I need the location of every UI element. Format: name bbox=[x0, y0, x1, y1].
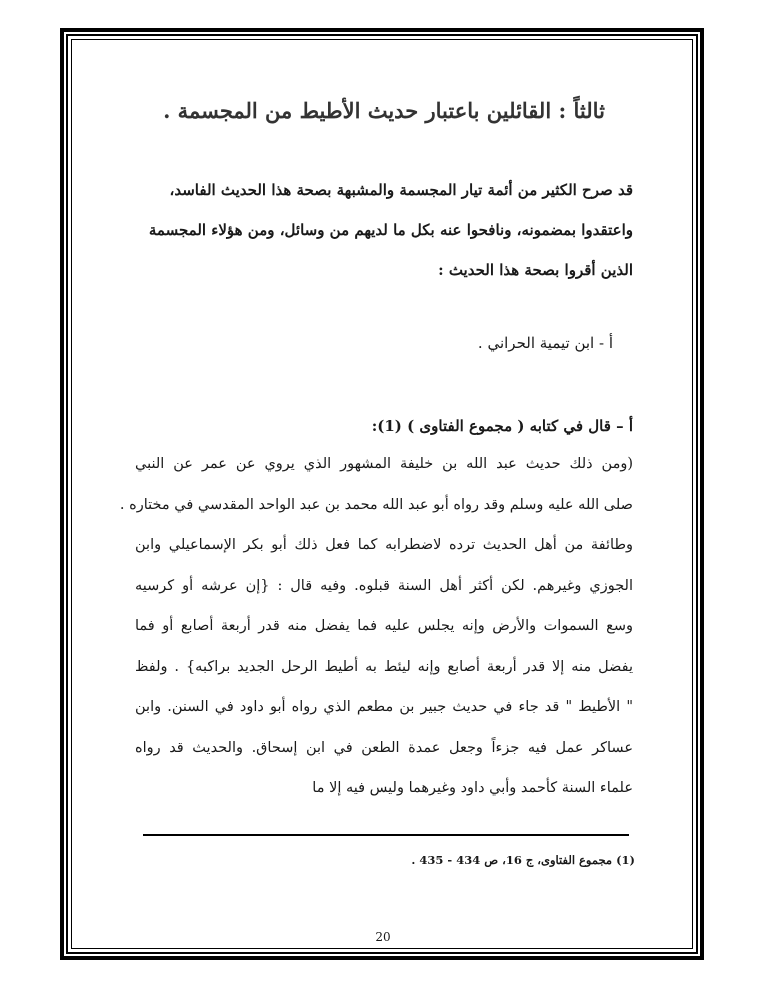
footnote-divider bbox=[143, 834, 629, 836]
intro-line: قد صرح الكثير من أئمة تيار المجسمة والمشبهة بصحة هذا الحديث الفاسد، bbox=[169, 181, 633, 199]
intro-line: واعتقدوا بمضمونه، ونافحوا عنه بكل ما لديهم من وسائل، ومن هؤلاء المجسمة bbox=[148, 221, 633, 239]
footnote: (1) مجموع الفتاوى، ج 16، ص 434 - 435 . bbox=[411, 853, 635, 867]
intro-line: الذين أقروا بصحة هذا الحديث : bbox=[438, 261, 633, 279]
quote-line: (ومن ذلك حديث عبد الله بن خليفة المشهور الذي يروي عن عمر عن النبي bbox=[135, 456, 633, 472]
quote-line: الجوزي وغيرهم. لكن أكثر أهل السنة قبلوه. وفيه قال : {إن عرشه أو كرسيه bbox=[135, 577, 633, 594]
page-heading: ثالثاً : القائلين باعتبار حديث الأطيط من المجسمة . bbox=[163, 98, 605, 123]
page-content bbox=[119, 80, 633, 809]
subheading-ibn-taymiyyah: أ - ابن تيمية الحراني . bbox=[477, 334, 613, 352]
page-number: 20 bbox=[375, 930, 391, 944]
quote-line: يفضل منه إلا قدر أربعة أصابع وإنه ليئط به أطيط الرحل الجديد براكبه} . ولفظ bbox=[135, 658, 633, 675]
section-heading: أ – قال في كتابه ( مجموع الفتاوى ) (1): bbox=[371, 417, 633, 435]
quote-line: وسع السموات والأرض وإنه يجلس عليه فما يفضل منه قدر أربعة أصابع أو فما bbox=[135, 618, 633, 634]
quote-paragraph bbox=[119, 444, 633, 809]
quote-line: وطائفة من أهل الحديث ترده لاضطرابه كما فعل ذلك أبو بكر الإسماعيلي وابن bbox=[135, 537, 633, 553]
quote-line: صلى الله عليه وسلم وقد رواه أبو عبد الله محمد بن عبد الواحد المقدسي في مختاره . bbox=[119, 496, 633, 513]
quote-line: عساكر عمل فيه جزءاً وجعل عمدة الطعن في ابن إسحاق. والحديث قد رواه bbox=[135, 739, 633, 756]
intro-paragraph bbox=[135, 170, 633, 290]
quote-line: علماء السنة كأحمد وأبي داود وغيرهما وليس فيه إلا ما bbox=[312, 780, 633, 796]
quote-line: " الأطيط " قد جاء في حديث جبير بن مطعم الذي رواه أبو داود في السنن. وابن bbox=[135, 699, 633, 715]
